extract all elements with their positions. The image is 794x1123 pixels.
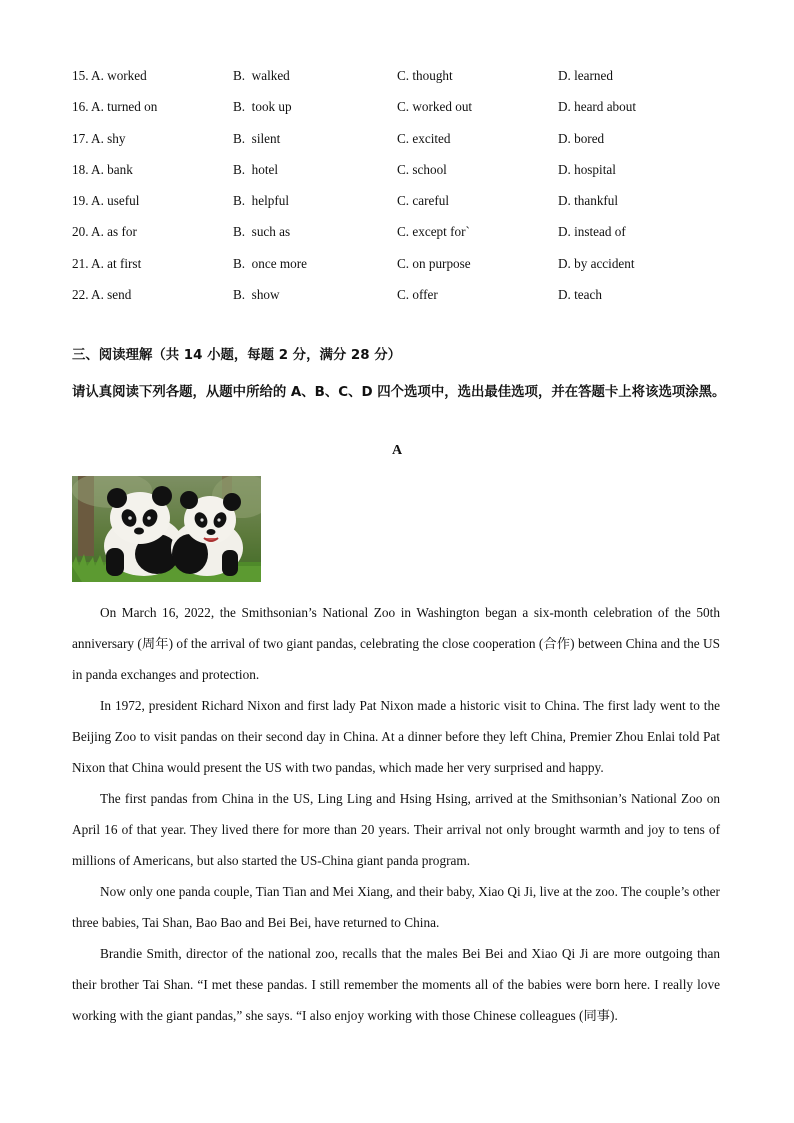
option-d: D. teach (558, 287, 602, 303)
option-c: C. thought (397, 68, 453, 83)
option-b: B. show (233, 287, 280, 303)
option-b: B. once more (233, 255, 307, 271)
option-a: 15. A. worked (72, 68, 147, 83)
option-c: C. school (397, 161, 447, 177)
option-row (72, 254, 732, 285)
option-c: C. offer (397, 287, 438, 303)
option-d: D. learned (558, 68, 613, 83)
option-a: 20. A. as for (72, 224, 137, 240)
option-row (72, 191, 732, 222)
option-d: D. hospital (558, 161, 616, 177)
option-b: B. helpful (233, 193, 290, 209)
giant-pandas-photo (72, 476, 261, 582)
section-instructions: 请认真阅读下列各题，从题中所给的 A、B、C、D 四个选项中，选出最佳选项，并在答题卡上将该选项涂黑。 (72, 385, 726, 400)
option-a: 18. A. bank (72, 161, 133, 177)
option-b: B. such as (233, 224, 291, 240)
passage-paragraph: On March 16, 2022, the Smithsonian’s National Zoo in Washington began a six-month celebration of the 50th anniversary (周年) of the arrival of two giant pandas, celebrating the close cooperation (合作) between China and the US in panda exchanges and protection. (72, 605, 720, 682)
option-c: C. worked out (397, 99, 473, 115)
option-row (72, 285, 732, 316)
option-b: B. hotel (233, 161, 279, 177)
passage-paragraph: In 1972, president Richard Nixon and first lady Pat Nixon made a historic visit to China. The first lady went to the Beijing Zoo to visit pandas on their second day in China. At a dinner before they left China, Premier Zhou Enlai told Pat Nixon that China would present the US with two pandas, which made her very surprised and happy. (72, 698, 720, 775)
option-d: D. heard about (558, 99, 636, 115)
passage-paragraph: The first pandas from China in the US, Ling Ling and Hsing Hsing, arrived at the Smithsonian’s National Zoo on April 16 of that year. They lived there for more than 20 years. Their arrival not only brought warmth and joy to tens of millions of Americans, but also started the US-China giant panda program. (72, 791, 720, 868)
option-c: C. careful (397, 193, 449, 209)
option-row (72, 222, 732, 253)
passage-body (72, 597, 720, 1031)
option-a: 17. A. shy (72, 130, 126, 146)
option-a: 22. A. send (72, 287, 132, 303)
option-c: C. on purpose (397, 255, 471, 271)
option-d: D. by accident (558, 255, 635, 271)
option-row (72, 97, 732, 128)
passage-letter: A (391, 443, 403, 458)
option-b: B. silent (233, 130, 281, 146)
option-c: C. except for` (397, 224, 470, 240)
answer-options-list (72, 66, 732, 316)
option-row (72, 160, 732, 191)
option-row (72, 66, 732, 97)
option-b: B. took up (233, 99, 292, 115)
passage-paragraph: Brandie Smith, director of the national zoo, recalls that the males Bei Bei and Xiao Qi Ji are more outgoing than their brother Tai Shan. “I met these pandas. I still remember the moments all of the babies were born here. I really love working with the giant pandas,” she says. “I also enjoy working with those Chinese colleagues (同事). (72, 946, 720, 1023)
option-d: D. instead of (558, 224, 626, 240)
option-d: D. bored (558, 130, 605, 146)
option-a: 21. A. at first (72, 255, 142, 271)
passage-paragraph: Now only one panda couple, Tian Tian and Mei Xiang, and their baby, Xiao Qi Ji, live at the zoo. The couple’s other three babies, Tai Shan, Bao Bao and Bei Bei, have returned to China. (72, 884, 720, 930)
option-a: 16. A. turned on (72, 99, 158, 115)
section-heading: 三、阅读理解（共 14 小题，每题 2 分，满分 28 分） (72, 348, 401, 363)
option-a: 19. A. useful (72, 193, 140, 209)
option-row (72, 129, 732, 160)
option-b: B. walked (233, 68, 290, 83)
option-c: C. excited (397, 130, 451, 146)
option-d: D. thankful (558, 193, 619, 209)
